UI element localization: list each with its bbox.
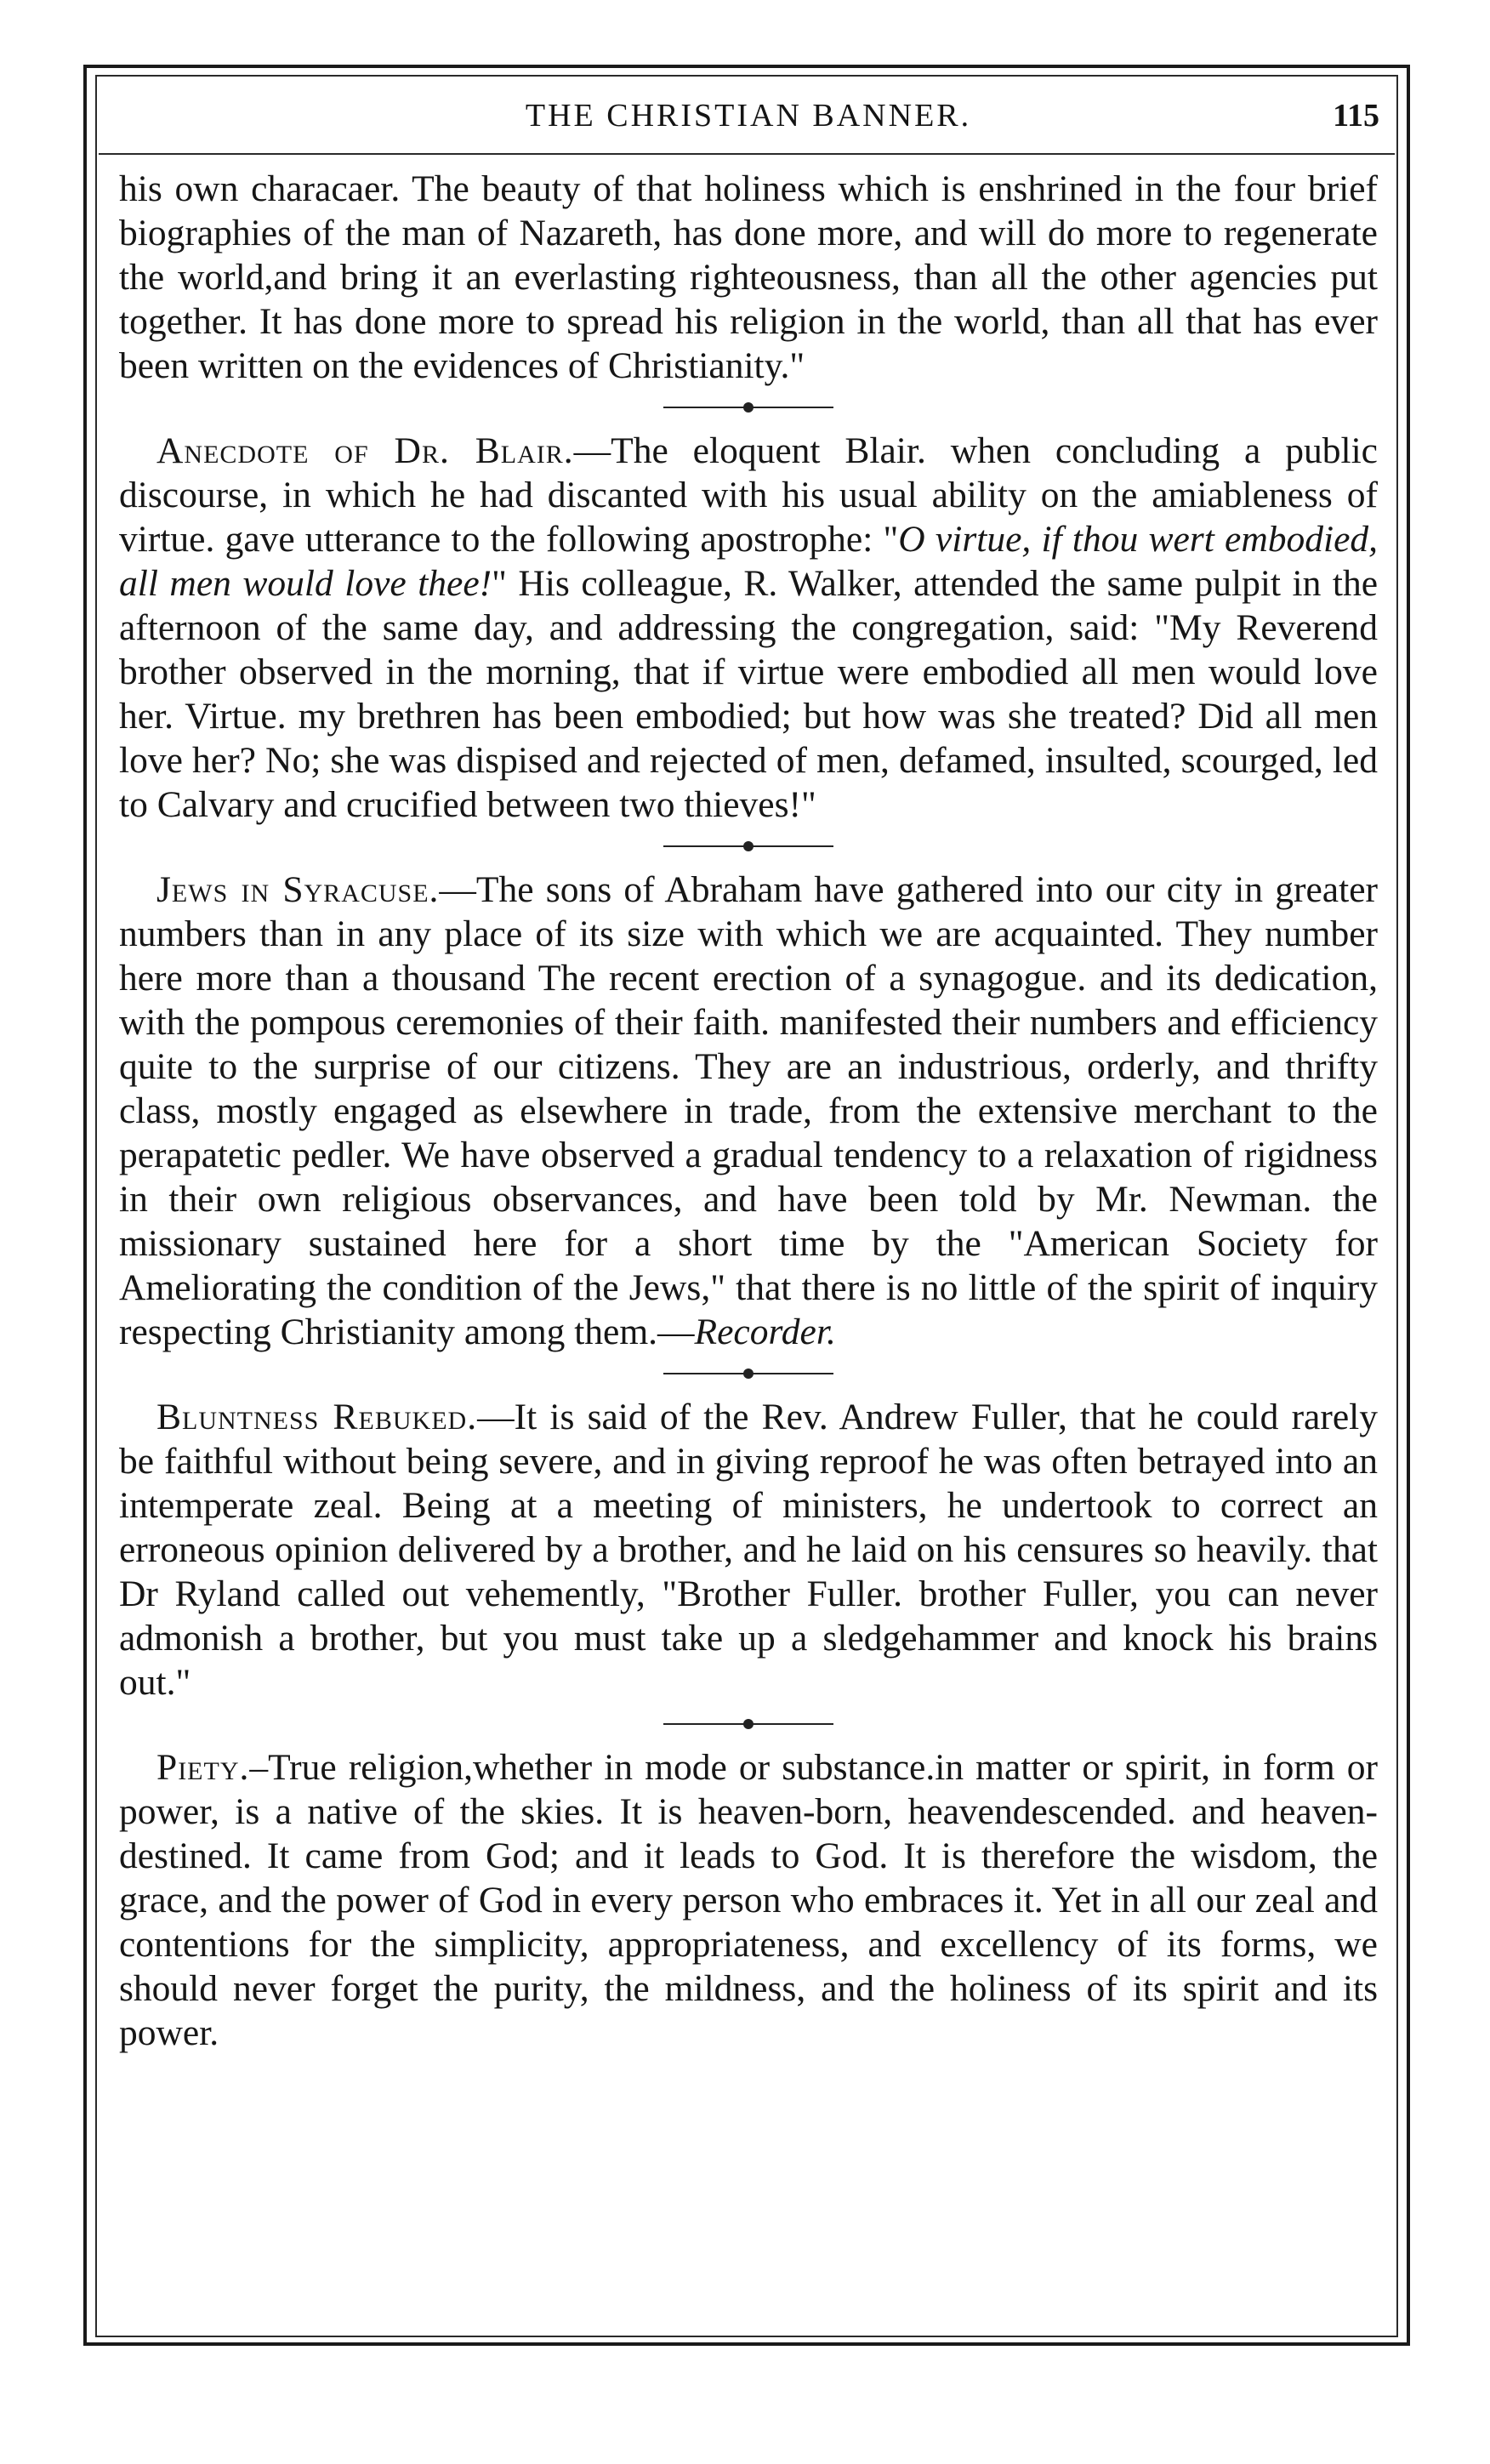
- paragraph-anecdote-blair: [119, 429, 1378, 827]
- italic-quote: O virtue, if thou wert embodied, all men would love thee!: [119, 519, 1379, 604]
- section-divider: [663, 398, 833, 417]
- paragraph-jews-syracuse: [119, 868, 1378, 1354]
- paragraph-text: " His colleague, R. Walker, attended the same pulpit in the afternoon of the same day, and addressing the congregation, said: "My Reverend brother observed in the morning, that if virtue were embodied all men would love her. Virtue. my brethren has been embodied; but how was she treated? Did all men love her? No; she was dispised and rejected of men, defamed, insulted, scourged, led to Calvary and crucified between two thieves!": [119, 563, 1378, 825]
- page-header: [111, 92, 1386, 146]
- paragraph-bluntness-rebuked: [119, 1395, 1378, 1704]
- running-title: THE CHRISTIAN BANNER.: [525, 98, 972, 134]
- section-divider: [663, 1715, 833, 1733]
- header-rule: [99, 153, 1395, 155]
- paragraph-text: –True religion,whether in mode or substance.in matter or spirit, in form or power, is a native of the skies. It is heaven-born, heavendescended. and heaven-destined. It came from God; and it leads to God. It is therefore the wisdom, the grace, and the power of God in every person who embraces it. Yet in all our zeal and contentions for the simplicity, appropriateness, and excellency of its forms, we should never forget the purity, the mildness, and the holiness of its spirit and its power.: [119, 1747, 1378, 2053]
- paragraph-continued: [119, 167, 1378, 388]
- divider-dot: [743, 402, 754, 413]
- article-body: [119, 167, 1378, 2055]
- section-divider: [663, 837, 833, 856]
- section-divider: [663, 1364, 833, 1383]
- section-heading: Anecdote of Dr. Blair.: [156, 430, 574, 471]
- paragraph-text: —The eloquent Blair. when concluding a public discourse, in which he had discanted with his usual ability on the amiableness of virtue. gave utterance to the following apostrophe: ": [119, 430, 1378, 560]
- page-number: 115: [1333, 98, 1379, 134]
- paragraph-text: —It is said of the Rev. Andrew Fuller, that he could rarely be faithful without being severe, and in giving reproof he was often betrayed into an intemperate zeal. Being at a meeting of ministers, he undertook to correct an erroneous opinion delivered by a brother, and he laid on his censures so heavily. that Dr Ryland called out vehemently, "Brother Fuller. brother Fuller, you can never admonish a brother, but you must take up a sledgehammer and knock his brains out.": [119, 1397, 1378, 1703]
- paragraph-text: —The sons of Abraham have gathered into our city in greater numbers than in any place of its size with which we are acquainted. They number here more than a thousand The recent erection of a synagogue. and its dedication, with the pompous ceremonies of their faith. manifested their numbers and efficiency quite to the surprise of our citizens. They are an industrious, orderly, and thrifty class, mostly engaged as elsewhere in trade, from the extensive merchant to the perapatetic pedler. We have observed a gradual tendency to a relaxation of rigidness in their own religious observances, and have been told by Mr. Newman. the missionary sustained here for a short time by the "American Society for Ameliorating the condition of the Jews," that there is no little of the spirit of inquiry respecting Christianity among them.—: [119, 869, 1378, 1352]
- section-heading: Piety.: [156, 1747, 250, 1788]
- divider-dot: [743, 1369, 754, 1379]
- source-credit: Recorder.: [694, 1312, 836, 1352]
- divider-dot: [743, 841, 754, 851]
- paragraph-piety: [119, 1745, 1378, 2055]
- section-heading: Jews in Syracuse.: [156, 869, 440, 910]
- paragraph-text: his own characaer. The beauty of that holiness which is enshrined in the four brief biographies of the man of Nazareth, has done more, and will do more to regenerate the world,and bring it an everlasting righteousness, than all the other agencies put together. It has done more to spread his religion in the world, than all that has ever been written on the evidences of Christianity.": [119, 168, 1378, 386]
- divider-dot: [743, 1719, 754, 1729]
- section-heading: Bluntness Rebuked.: [156, 1397, 478, 1437]
